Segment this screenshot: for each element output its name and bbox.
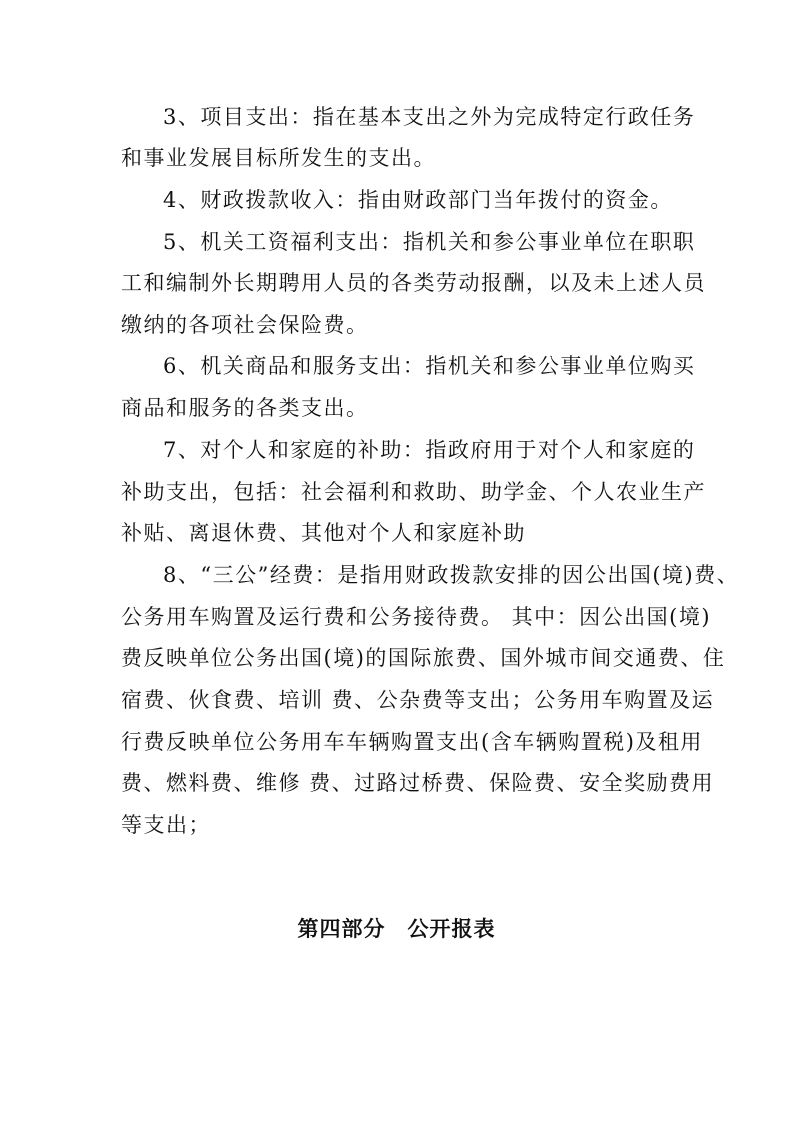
paragraph-8-line-1: 8、“三公”经费：是指用财政拨款安排的因公出国(境)费、 (163, 563, 740, 587)
paragraph-6-line-1: 6、机关商品和服务支出：指机关和参公事业单位购买 (163, 354, 696, 378)
paragraph-3-line-1: 3、项目支出：指在基本支出之外为完成特定行政任务 (163, 105, 696, 129)
paragraph-8-line-4: 宿费、伙食费、培训 费、公杂费等支出；公务用车购置及运 (121, 688, 715, 712)
paragraph-5-line-3: 缴纳的各项社会保险费。 (121, 313, 369, 337)
paragraph-8-line-7: 等支出； (121, 813, 211, 837)
paragraph-4-line-1: 4、财政拨款收入：指由财政部门当年拨付的资金。 (163, 188, 673, 212)
paragraph-6-line-2: 商品和服务的各类支出。 (121, 396, 369, 420)
paragraph-5-line-1: 5、机关工资福利支出：指机关和参公事业单位在职职 (163, 230, 696, 254)
paragraph-8-line-2: 公务用车购置及运行费和公务接待费。 其中：因公出国(境) (121, 605, 712, 629)
paragraph-7-line-3: 补贴、离退休费、其他对个人和家庭补助 (121, 521, 526, 545)
paragraph-3-line-2: 和事业发展目标所发生的支出。 (121, 146, 436, 170)
paragraph-7-line-1: 7、对个人和家庭的补助：指政府用于对个人和家庭的 (163, 438, 696, 462)
paragraph-8-line-6: 费、燃料费、维修 费、过路过桥费、保险费、安全奖励费用 (121, 771, 715, 795)
paragraph-8-line-5: 行费反映单位公务用车车辆购置支出(含车辆购置税)及租用 (121, 730, 703, 754)
section-heading: 第四部分 公开报表 (297, 917, 496, 941)
paragraph-8-line-3: 费反映单位公务出国(境)的国际旅费、国外城市间交通费、住 (121, 646, 726, 670)
paragraph-5-line-2: 工和编制外长期聘用人员的各类劳动报酬，以及未上述人员 (121, 271, 706, 295)
paragraph-7-line-2: 补助支出，包括：社会福利和救助、助学金、个人农业生产 (121, 480, 706, 504)
